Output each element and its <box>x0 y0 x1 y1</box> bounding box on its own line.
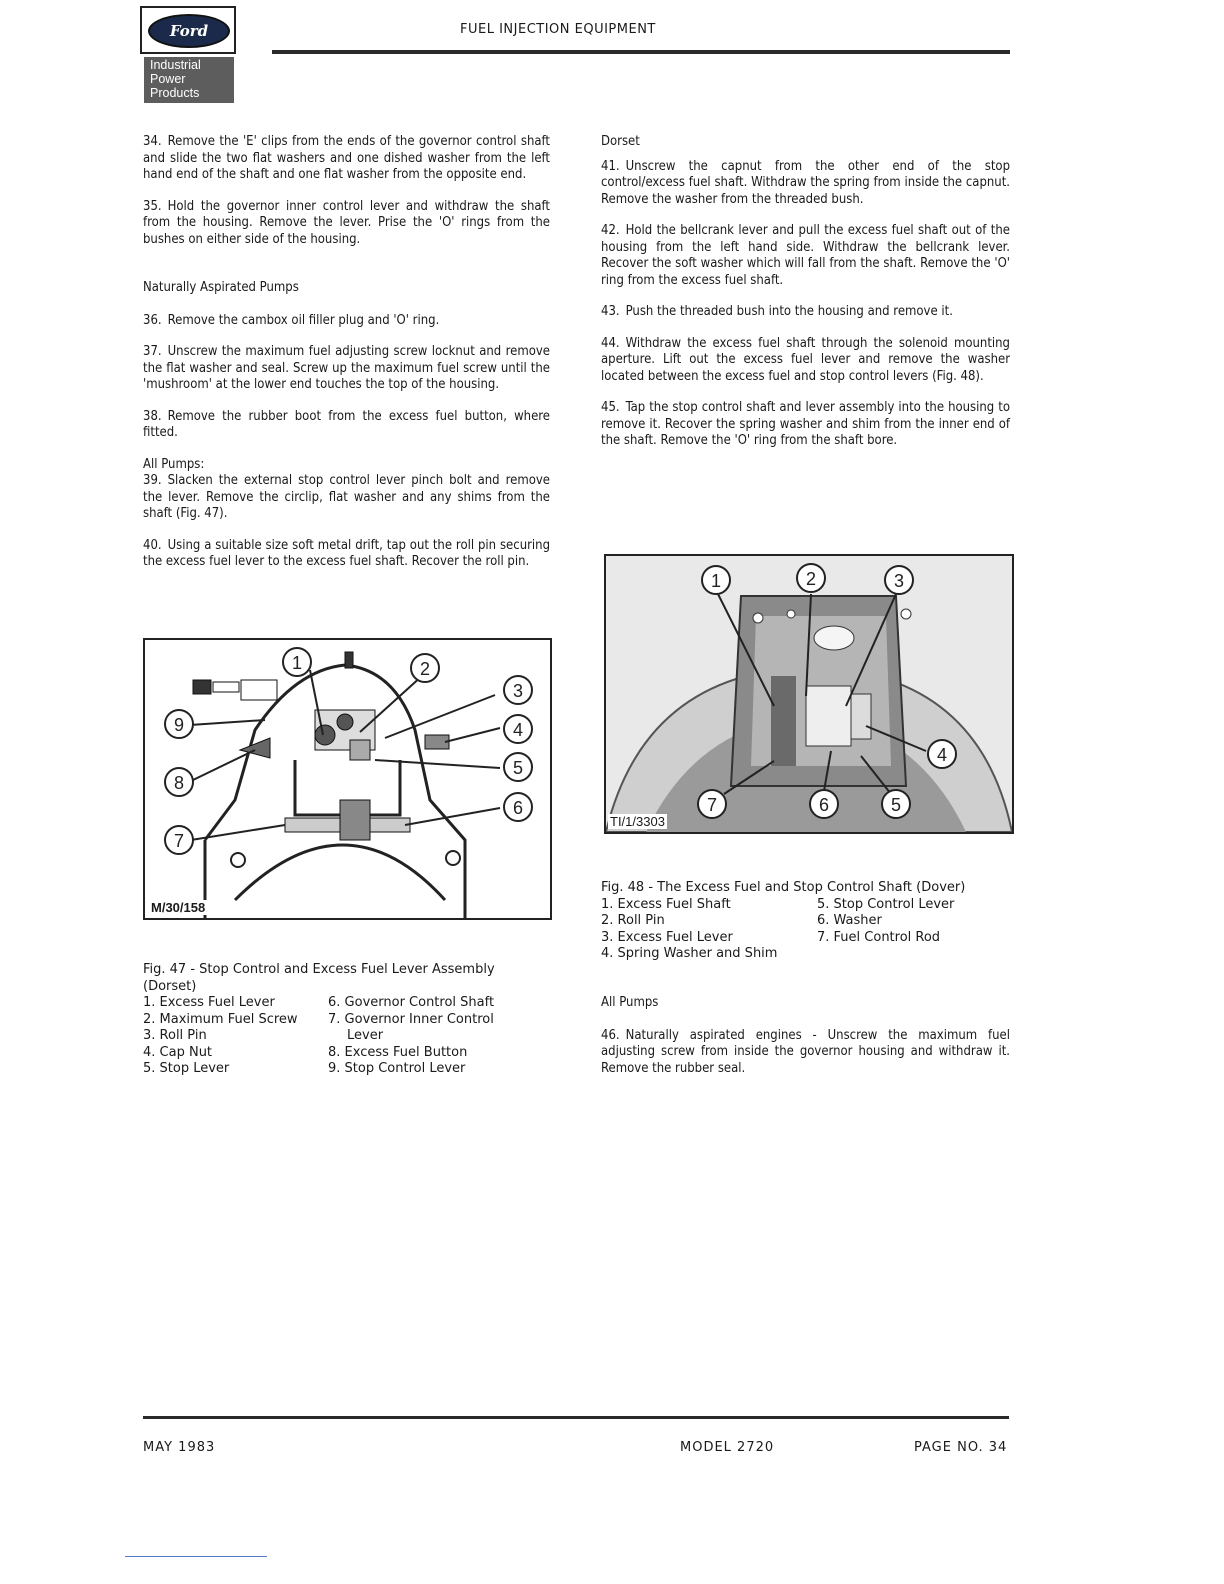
para-number: 40. <box>143 537 162 553</box>
para-number: 37. <box>143 344 162 359</box>
figure-47-caption-block <box>143 962 550 1078</box>
svg-text:4: 4 <box>512 720 524 740</box>
para-number: 44. <box>601 335 620 351</box>
para-number: 35. <box>143 198 162 214</box>
paragraph-35 <box>143 199 550 249</box>
legend-item: 2. Maximum Fuel Screw <box>143 1011 298 1027</box>
legend-item: 5. Stop Lever <box>143 1061 230 1076</box>
paragraph-42 <box>601 223 1010 289</box>
scan-artifact-line <box>125 1556 267 1557</box>
right-column-lower <box>601 995 1010 1092</box>
footer-date: MAY 1983 <box>143 1440 216 1455</box>
paragraph-41 <box>601 159 1010 209</box>
figure-48-caption-block <box>601 880 1010 963</box>
legend-item: 8. Excess Fuel Button <box>328 1044 468 1060</box>
svg-text:8: 8 <box>173 773 185 793</box>
paragraph-38 <box>143 409 550 442</box>
fig47-callout-2 <box>411 654 439 682</box>
para-text: Tap the stop control shaft and lever assembly into the housing to remove it. Recover the spring washer and shim from the inner end of the shaft. Remove the 'O' ring from the shaft bore. <box>601 400 1010 448</box>
para-number: 46. <box>601 1027 620 1043</box>
figure-48 <box>604 554 1014 834</box>
para-text: Withdraw the excess fuel shaft through the solenoid mounting aperture. Lift out the excess fuel lever and remove the washer located between the excess fuel and stop control levers (Fig. 48). <box>601 335 1010 384</box>
figure-47-caption: Fig. 47 - Stop Control and Excess Fuel Lever Assembly (Dorset) <box>143 962 495 994</box>
para-number: 34. <box>143 134 162 149</box>
para-text: Unscrew the maximum fuel adjusting screw locknut and remove the flat washer and seal. Screw up the maximum fuel screw until the 'mushroom' at the lower end touches the top of the housing. <box>143 344 550 392</box>
svg-text:2: 2 <box>419 659 431 679</box>
header-rule <box>272 50 1010 54</box>
paragraph-46 <box>601 1028 1010 1078</box>
svg-text:2: 2 <box>805 569 817 589</box>
legend-item: 1. Excess Fuel Lever <box>143 995 275 1010</box>
fig48-callout-4 <box>928 740 956 768</box>
legend-item: 6. Governor Control Shaft <box>328 995 495 1010</box>
figure-47-legend <box>143 995 550 1078</box>
paragraph-44 <box>601 336 1010 386</box>
para-number: 41. <box>601 158 620 174</box>
figure-48-ref: TI/1/3303 <box>610 814 665 829</box>
fig48-callout-5 <box>882 790 910 818</box>
figure-47-drawing <box>145 640 550 918</box>
para-text: Remove the rubber boot from the excess fuel button, where fitted. <box>143 408 550 440</box>
legend-item: 9. Stop Control Lever <box>328 1061 466 1076</box>
para-text: Using a suitable size soft metal drift, tap out the roll pin securing the excess fuel lever to the excess fuel shaft. Recover the roll pin. <box>143 537 550 569</box>
svg-text:9: 9 <box>173 715 185 735</box>
svg-text:1: 1 <box>710 571 722 591</box>
footer-model: MODEL 2720 <box>680 1440 775 1455</box>
legend-item: 6. Washer <box>817 913 882 928</box>
para-text: Naturally aspirated engines - Unscrew the maximum fuel adjusting screw from inside the governor housing and withdraw it. Remove the rubber seal. <box>601 1027 1010 1076</box>
paragraph-36 <box>143 313 550 330</box>
paragraph-39 <box>143 473 550 523</box>
legend-item: 4. Spring Washer and Shim <box>601 946 778 961</box>
legend-item: 1. Excess Fuel Shaft <box>601 896 731 912</box>
heading-naturally-aspirated: Naturally Aspirated Pumps <box>143 280 299 295</box>
para-text: Unscrew the capnut from the other end of the stop control/excess fuel shaft. Withdraw the spring from inside the capnut. Remove the washer from the threaded bush. <box>601 158 1010 207</box>
para-number: 38. <box>143 408 162 424</box>
paragraph-37 <box>143 344 550 394</box>
division-badge <box>144 57 234 103</box>
legend-right <box>328 995 548 1078</box>
paragraph-40 <box>143 538 550 571</box>
svg-text:5: 5 <box>512 758 524 778</box>
heading-dorset: Dorset <box>601 134 640 149</box>
figure-48-drawing <box>606 556 1012 832</box>
svg-text:3: 3 <box>512 681 524 701</box>
legend-item: 4. Cap Nut <box>143 1044 213 1060</box>
fig47-callout-8 <box>165 768 193 796</box>
svg-text:6: 6 <box>512 798 524 818</box>
legend-item: 3. Roll Pin <box>143 1028 207 1043</box>
division-line-1: Industrial <box>150 58 201 72</box>
fig47-callout-9 <box>165 710 193 738</box>
para-number: 39. <box>143 473 162 488</box>
svg-text:7: 7 <box>173 831 185 851</box>
figure-48-legend <box>601 897 1010 963</box>
figure-48-caption: Fig. 48 - The Excess Fuel and Stop Control Shaft (Dover) <box>601 880 966 895</box>
footer-rule <box>143 1416 1009 1419</box>
para-number: 36. <box>143 312 162 328</box>
svg-text:5: 5 <box>890 795 902 815</box>
ford-oval <box>148 14 230 48</box>
fig47-callout-3 <box>504 676 532 704</box>
para-text: Remove the 'E' clips from the ends of the governor control shaft and slide the two flat washers and one dished washer from the left hand end of the shaft and one flat washer from the opposite end. <box>143 134 550 182</box>
para-text: Hold the bellcrank lever and pull the excess fuel shaft out of the housing from the left hand side. Withdraw the bellcrank lever. Recover the soft washer which will fall from the shaft. Remove the 'O' ring from the excess fuel shaft. <box>601 223 1010 288</box>
fig48-callout-7 <box>698 790 726 818</box>
fig47-callout-5 <box>504 753 532 781</box>
ford-logo <box>140 6 236 54</box>
left-column <box>143 134 550 586</box>
legend-item: 5. Stop Control Lever <box>817 896 955 912</box>
para-text: Hold the governor inner control lever and withdraw the shaft from the housing. Remove the lever. Prise the 'O' rings from the bushes on either side of the housing. <box>143 198 550 247</box>
figure-47 <box>143 638 552 920</box>
footer-page: PAGE NO. 34 <box>914 1440 1008 1455</box>
legend-item: 3. Excess Fuel Lever <box>601 929 733 945</box>
paragraph-45 <box>601 400 1010 450</box>
svg-text:1: 1 <box>291 653 303 673</box>
para-text: Remove the cambox oil filler plug and 'O' ring. <box>167 312 440 328</box>
ford-logo-text: Ford <box>169 22 209 40</box>
para-text: Push the threaded bush into the housing and remove it. <box>625 304 953 319</box>
figure-47-ref: M/30/158 <box>151 900 206 915</box>
right-column <box>601 134 1010 465</box>
page-title: FUEL INJECTION EQUIPMENT <box>460 22 656 37</box>
fig47-callout-4 <box>504 715 532 743</box>
svg-text:4: 4 <box>936 745 948 765</box>
fig48-callout-1 <box>702 566 730 594</box>
para-text: Slacken the external stop control lever pinch bolt and remove the lever. Remove the circlip, flat washer and any shims from the shaft (Fig. 47). <box>143 473 550 521</box>
legend-left <box>143 995 318 1078</box>
svg-text:3: 3 <box>893 571 905 591</box>
fig47-callout-1 <box>283 648 311 676</box>
legend-right <box>817 897 1007 963</box>
svg-text:6: 6 <box>818 795 830 815</box>
legend-item: Lever <box>347 1028 384 1043</box>
heading-all-pumps-2: All Pumps <box>601 995 659 1010</box>
fig48-callout-6 <box>810 790 838 818</box>
para-number: 45. <box>601 400 620 415</box>
fig48-callout-2 <box>797 564 825 592</box>
paragraph-34 <box>143 134 550 184</box>
paragraph-43 <box>601 304 1010 321</box>
svg-text:7: 7 <box>706 795 718 815</box>
division-line-3: Products <box>150 86 200 100</box>
heading-all-pumps: All Pumps: <box>143 456 205 472</box>
division-line-2: Power <box>150 72 186 86</box>
fig48-callout-3 <box>885 566 913 594</box>
fig47-callout-6 <box>504 793 532 821</box>
fig47-callout-7 <box>165 826 193 854</box>
para-number: 42. <box>601 223 620 238</box>
legend-item: 7. Fuel Control Rod <box>817 929 941 945</box>
legend-item: 2. Roll Pin <box>601 913 665 928</box>
legend-left <box>601 897 807 963</box>
para-number: 43. <box>601 304 620 319</box>
legend-item: 7. Governor Inner Control <box>328 1011 494 1027</box>
